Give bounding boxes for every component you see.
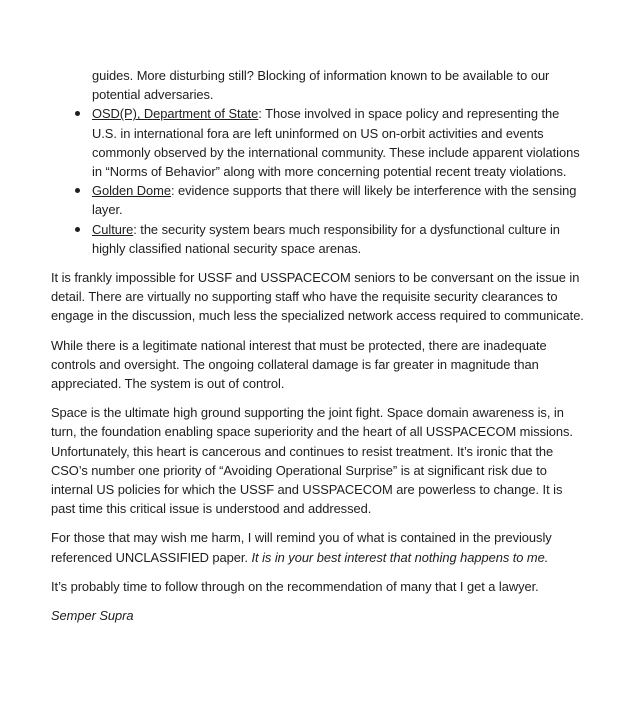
bullet-icon: [75, 111, 80, 116]
bullet-text: : the security system bears much responsibility for a dysfunctional culture in highly classified national security space arenas.: [92, 221, 560, 256]
paragraph-lawyer: It’s probably time to follow through on the recommendation of many that I get a lawyer.: [51, 578, 539, 594]
bullet-text: : Those involved in space policy and representing the U.S. in international fora are left uninformed on US on-orbit activities and events commonly observed by the international community. These include apparent violations in “Norms of Behavior” along with more concerning potential recent treaty violations.: [92, 106, 580, 180]
bullet-heading: OSD(P), Department of State: [92, 106, 259, 122]
continuation-text: guides. More disturbing still? Blocking of information known to be available to our potential adversaries.: [92, 68, 550, 103]
bullet-icon: [75, 227, 80, 232]
bullet-item-osdp: [51, 104, 587, 181]
bullet-heading: Golden Dome: [92, 183, 171, 199]
bullet-item-culture: [51, 220, 587, 258]
warning-text: For those that may wish me harm, I will remind you of what is contained in the previously referenced UNCLASSIFIED paper.: [51, 530, 552, 565]
bullet-item-golden-dome: [51, 181, 587, 219]
signoff: [51, 606, 587, 625]
document-page: [51, 66, 587, 635]
paragraph-warning: [51, 528, 587, 566]
warning-italic-text: It is in your best interest that nothing happens to me.: [251, 549, 549, 565]
bullet-text: : evidence supports that there will likely be interference with the sensing layer.: [92, 183, 577, 218]
paragraph-seniors: It is frankly impossible for USSF and USSPACECOM seniors to be conversant on the issue in detail. There are virtually no supporting staff who have the requisite security clearances to engage in the discussion, much less the specialized network access required to communicate.: [51, 270, 584, 324]
signoff-text: Semper Supra: [51, 608, 134, 624]
bullet-list: [51, 104, 587, 258]
paragraph-oversight: While there is a legitimate national interest that must be protected, there are inadequate controls and oversight. The ongoing collateral damage is far greater in magnitude than appreciated. The system is out of control.: [51, 337, 547, 392]
paragraph-space-high-ground: Space is the ultimate high ground supporting the joint fight. Space domain awareness is, in turn, the foundation enabling space superiority and the heart of all USSPACECOM missions. Unfortunately, this heart is cancerous and continues to resist treatment. It’s ironic that the CSO’s number one priority of “Avoiding Operational Surprise” is at significant risk due to internal US policies for which the USSF and USSPACECOM are powerless to change. It is past time this critical issue is understood and addressed.: [51, 405, 573, 517]
bullet-heading: Culture: [92, 221, 134, 237]
bullet-icon: [75, 188, 80, 193]
